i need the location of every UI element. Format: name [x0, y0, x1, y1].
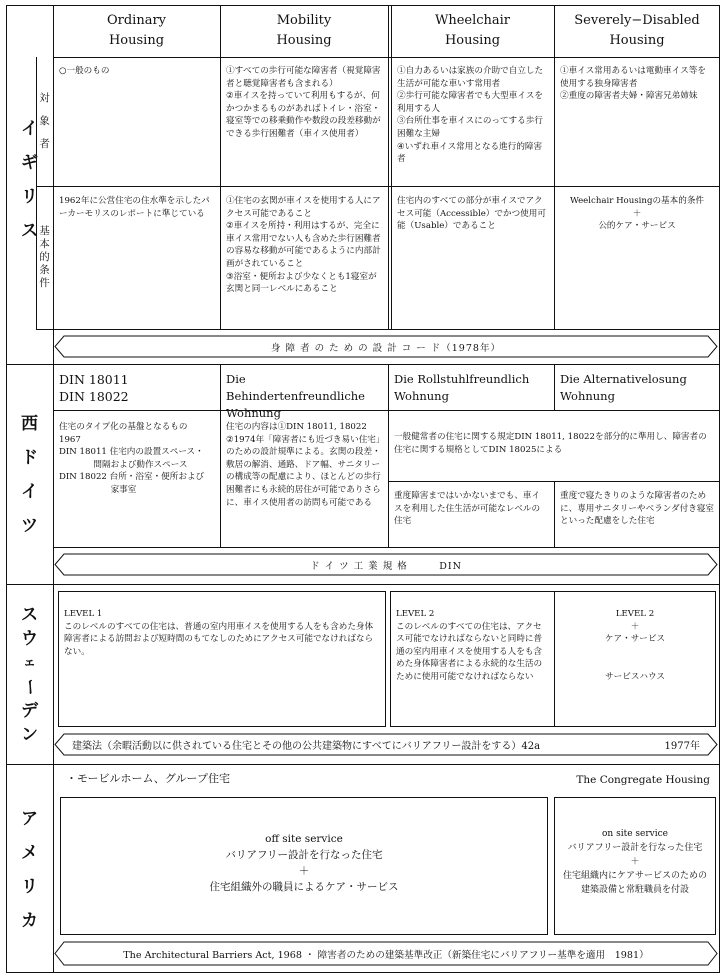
uk-col-divider-2 — [388, 5, 389, 329]
country-char: ェ — [22, 655, 36, 670]
country-char: イ — [21, 119, 38, 139]
country-char: イ — [21, 482, 38, 502]
se-banner-year: 1977年 — [664, 741, 700, 752]
us-banner — [54, 941, 718, 966]
us-banner-text: The Architectural Barriers Act, 1968 ・ 障害者のための建築基準改正（新築住宅にバリアフリー基準を適用 1981） — [123, 949, 649, 961]
uk-banner — [54, 335, 718, 358]
de-banner-text: ド イ ツ 工 業 規 格 DIN — [310, 560, 462, 572]
de-col3b: 重度障害まではいかないまでも、車イスを利用した住生活が可能なレベルの住宅 — [394, 491, 541, 527]
uk-header-mobility: Mobility Housing — [276, 13, 332, 48]
country-char: リ — [21, 187, 38, 207]
uk-target-ordinary: ○一般のもの — [59, 66, 110, 76]
uk-target-severely: ①車イス常用あるいは電動車イス等を使用する独身障害者 ②重度の障害者夫婦・障害兄弟姉妹 — [560, 66, 706, 102]
de-header-behinderten: Die Behindertenfreundliche Wohnung — [226, 372, 365, 420]
de-header-din: DIN 18011 DIN 18022 — [59, 372, 129, 404]
country-char: 西 — [21, 414, 38, 434]
country-char: ギ — [21, 153, 38, 173]
country-char: カ — [21, 911, 38, 931]
uk-banner-text: 身 障 者 の た め の 設 計 コ ー ド（1978年） — [271, 342, 501, 354]
country-char: デ — [21, 701, 38, 721]
country-us — [6, 790, 53, 950]
uk-target-mobility: ①すべての歩行可能な障害者（視覚障害者と聴覚障害者も含まれる） ②車イスを持っていて利用もするが、何かつかまるものがあればトイレ・浴室・寝室等での移乗動作や数段の段差移動ができる歩行困難者（車イス使用者） — [226, 66, 381, 139]
se-level1: LEVEL 1 このレベルのすべての住宅は、普通の室内用車イスを使用する人をも含めた身体障害者による訪問および短時間のもてなしのためにアクセス可能でなければならない。 — [64, 609, 374, 657]
uk-basic-mobility: ①住宅の玄関が車イスを使用する人にアクセス可能であること ②車イスを所持・利用はするが、完全に車イス常用でない人も含めた歩行困難者の容易な移動が可能であるように内部計画がされていること ③浴室・便所および少なくとも1寝室が玄関と同一レベルにあること — [226, 196, 381, 295]
se-level2b: LEVEL 2 ＋ ケア・サービス サービスハウス — [604, 609, 666, 682]
country-char: ツ — [21, 516, 38, 536]
sub-char: 的 — [39, 251, 50, 263]
se-banner-text: 建築法（余暇活動以に供されている住宅とその他の公共建築物にすべてにバリアフリー設計をする）42a — [72, 741, 541, 752]
sub-char: 条 — [39, 264, 50, 276]
de-header-rollstuhl: Die Rollstuhlfreundlich Wohnung — [394, 372, 530, 403]
uk-header-ordinary: Ordinary Housing — [106, 13, 167, 48]
uk-header-wheelchair: Wheelchair Housing — [434, 13, 511, 48]
uk-target-wheelchair: ①自力あるいは家族の介助で自立した生活が可能な車いす常用者 ②歩行可能な障害者でも大型車イスを利用する人 ③台所仕事を車イスにのってする歩行困難な主婦 ④いずれ車イス常用となる進行的障害者 — [397, 66, 544, 165]
country-de — [6, 395, 53, 555]
sub-char: 本 — [39, 238, 50, 250]
uk-basic-severely: Weelchair Housingの基本的条件 ＋ 公的ケア・サービス — [569, 196, 705, 232]
se-level2: LEVEL 2 このレベルのすべての住宅は、アクセス可能でなければならないと同時に普通の室内用車イスを使用する人をも含めた身体障害者による永続的な生活のために使用可能でなければならない — [396, 609, 543, 682]
uk-header-bottom — [53, 57, 720, 58]
se-banner — [54, 733, 718, 756]
divider-uk-de — [6, 364, 720, 365]
de-banner — [54, 553, 718, 576]
uk-row-divider — [36, 186, 720, 187]
us-off-site: off site service バリアフリー設計を行なった住宅 ＋ 住宅組織外の職員によるケア・サービス — [209, 833, 399, 893]
uk-header-severely: Severely−Disabled Housing — [574, 13, 700, 48]
uk-table-bottom — [36, 329, 720, 330]
country-char: ド — [21, 448, 38, 468]
uk-basic-wheelchair: 住宅内のすべての部分が車イスでアクセス可能（Accessible）でかつ使用可能（Usable）であること — [397, 196, 546, 232]
uk-sub-basic — [36, 186, 53, 329]
divider-se-us — [6, 764, 720, 765]
de-wide: 一般健常者の住宅に関する規定DIN 18011, 18022を部分的に準用し、障害者の住宅に関する規格としてDIN 18025による — [394, 432, 707, 455]
country-char: ア — [21, 809, 38, 829]
country-char: ウ — [21, 629, 38, 649]
country-char: ン — [21, 725, 38, 745]
sub-char: 基 — [39, 225, 50, 237]
de-col4b: 重度で寝たきりのような障害者のために、専用サニタリーやベランダ付き寝室といった配慮をした住宅 — [560, 491, 715, 527]
de-header-bottom — [53, 410, 720, 411]
us-on-site: on site service バリアフリー設計を行なった住宅 ＋ 住宅組織内にケアサービスのための建築設備と常駐職員を付設 — [562, 829, 707, 895]
sub-char: 象 — [39, 115, 50, 127]
sub-char: 件 — [39, 277, 50, 289]
sub-char: 者 — [39, 138, 50, 150]
us-right-title: The Congregate Housing — [576, 774, 710, 786]
country-char: リ — [21, 877, 38, 897]
country-char: ー — [19, 678, 40, 696]
us-left-title: ・モービルホーム、グループ住宅 — [66, 772, 231, 785]
country-char: メ — [21, 843, 38, 863]
de-table-bottom — [53, 547, 720, 548]
uk-sub-target — [36, 57, 53, 186]
divider-de-se — [6, 584, 720, 585]
country-char: ス — [21, 221, 38, 241]
de-col2: 住宅の内容は①DIN 18011, 18022 ②1974年「障害者にも近づき易い住宅」のための設計規準による。玄関の段差・敷居の解消、通路、ドア幅、サニタリーの構成等の配慮により、ほとんどの歩行困難者にも永続的居住が可能でありさらに、車イス使用者の訪問も可能である — [226, 422, 381, 508]
de-col1: 住宅のタイプ化の基盤となるもの 1967 DIN 18011 住宅内の設置スペース・ 間隔および動作スペース DIN 18022 台所・浴室・便所および 家事室 — [59, 422, 205, 495]
country-char: ス — [21, 605, 38, 625]
uk-basic-ordinary: 1962年に公営住宅の住水準を示したパーカーモリスのレポートに準じている — [59, 196, 210, 219]
de-header-alternative: Die Alternativelosung Wohnung — [560, 372, 687, 403]
sub-char: 対 — [39, 92, 50, 104]
country-se — [6, 600, 53, 750]
